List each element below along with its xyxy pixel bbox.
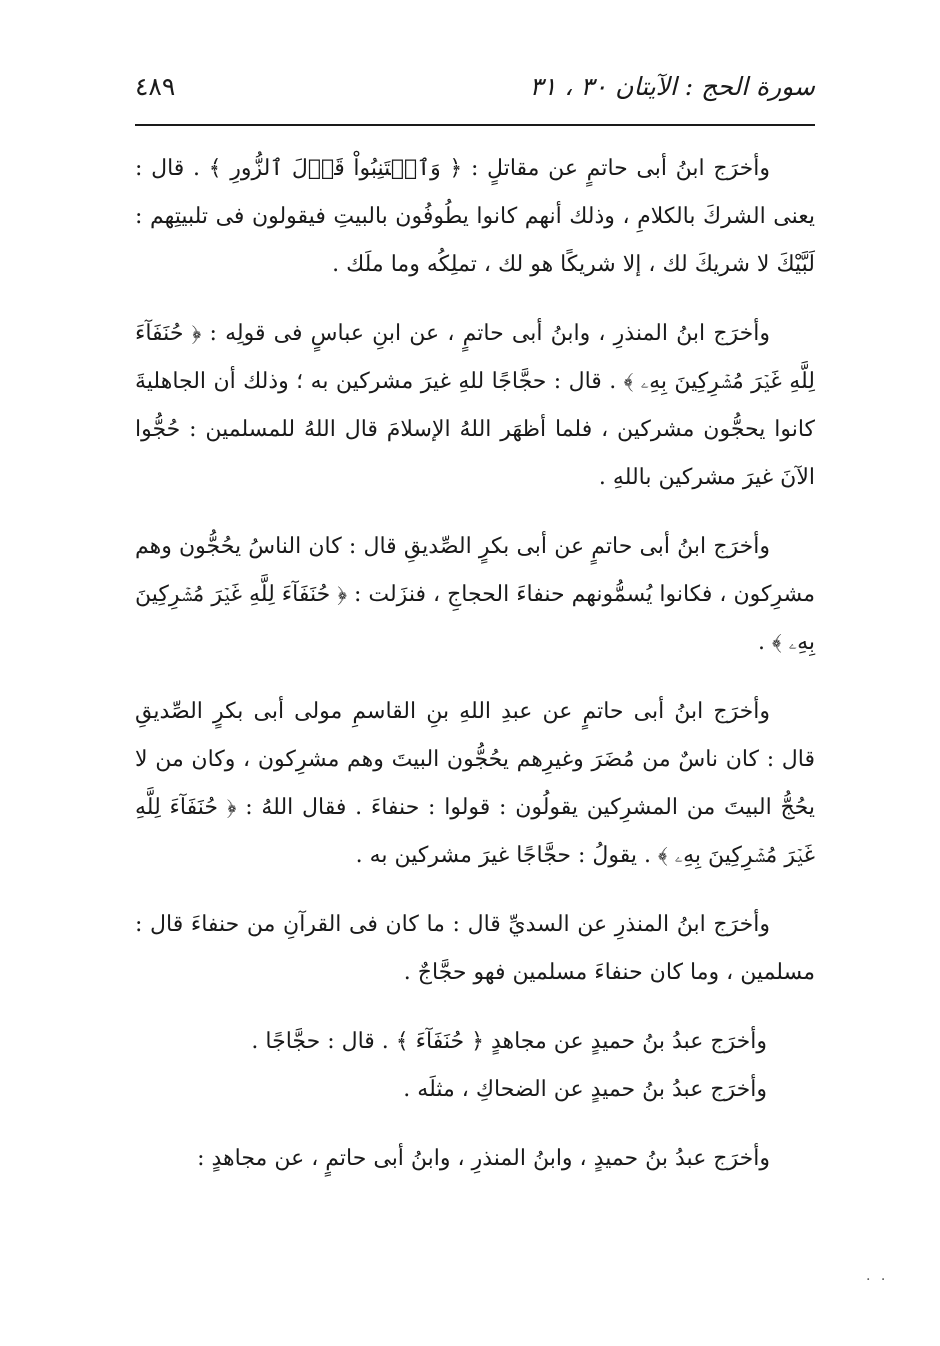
paragraph-abu-bakr: وأخرَج ابنُ أبى حاتمٍ عن أبى بكرٍ الصِّديقِ قال : كان الناسُ يحُجُّون وهم مشرِكون ، فكانوا يُسمُّونهم حنفاءَ الحجاجِ ، فنزَلت : ﴿ حُنَفَآءَ لِلَّهِ غَيۡرَ مُشۡرِكِينَ بِهِۦ ﴾ . — [135, 534, 815, 655]
paragraph-abdullah-ibn-qasim: وأخرَج ابنُ أبى حاتمٍ عن عبدِ اللهِ بنِ القاسمِ مولى أبى بكرٍ الصِّديقِ قال : كان ناسٌ من مُضَرَ وغيرِهم يحُجُّون البيتَ وهم مشرِكون ، وكان من لا يحُجُّ البيتَ من المشرِكين يقولُون : قولوا : حنفاءَ . فقال اللهُ : ﴿ حُنَفَآءَ لِلَّهِ غَيۡرَ مُشۡرِكِينَ بِهِۦ ﴾ . يقولُ : حجَّاجًا غيرَ مشركين به . — [135, 699, 815, 868]
closing-paragraph: وأخرَج عبدُ بنُ حميدٍ ، وابنُ المنذرِ ، وابنُ أبى حاتمٍ ، عن مجاهدٍ : — [197, 1146, 770, 1171]
scan-speck-mark: . . — [866, 1268, 889, 1284]
body-text — [135, 145, 815, 1204]
page-number: ٤٨٩ — [135, 72, 176, 101]
inset-line-mujahid: وأخرَج عبدُ بنُ حميدٍ عن مجاهدٍ ﴿ حُنَفَآءَ ﴾ . قال : حجَّاجًا . — [251, 1029, 767, 1054]
inset-line-dahhak: وأخرَج عبدُ بنُ حميدٍ عن الضحاكِ ، مثلَه . — [403, 1077, 767, 1102]
paragraph-suddi: وأخرَج ابنُ المنذرِ عن السديِّ قال : ما كان فى القرآنِ من حنفاءَ قال : مسلمين ، وما كان حنفاءَ مسلمين فهو حجَّاجٌ . — [135, 912, 815, 985]
page-header — [135, 72, 815, 116]
running-title: سورة الحج : الآيتان ٣٠ ، ٣١ — [529, 72, 815, 101]
paragraph-ibn-abbas: وأخرَج ابنُ المنذرِ ، وابنُ أبى حاتمٍ ، عن ابنِ عباسٍ فى قولِه : ﴿ حُنَفَآءَ لِلَّهِ غَيۡرَ مُشۡرِكِينَ بِهِۦ ﴾ . قال : حجَّاجًا للهِ غيرَ مشركين به ؛ وذلك أن الجاهليةَ كانوا يحجُّون مشركين ، فلما أظهَر اللهُ الإسلامَ قال اللهُ للمسلمين : حُجُّوا الآنَ غيرَ مشركين باللهِ . — [135, 321, 815, 490]
paragraph-muqatil: وأخرَج ابنُ أبى حاتمٍ عن مقاتلٍ : ﴿ وَٱجۡتَنِبُواْ قَوۡلَ ٱلزُّورِ ﴾ . قال : يعنى الشركَ بالكلامِ ، وذلك أنهم كانوا يطُوفُون بالبيتِ فيقولون فى تلبيتِهم : لَبَّيْكَ لا شريكَ لك ، إلا شريكًا هو لك ، تملِكُه وما ملَك . — [135, 156, 815, 277]
header-divider — [135, 124, 815, 126]
